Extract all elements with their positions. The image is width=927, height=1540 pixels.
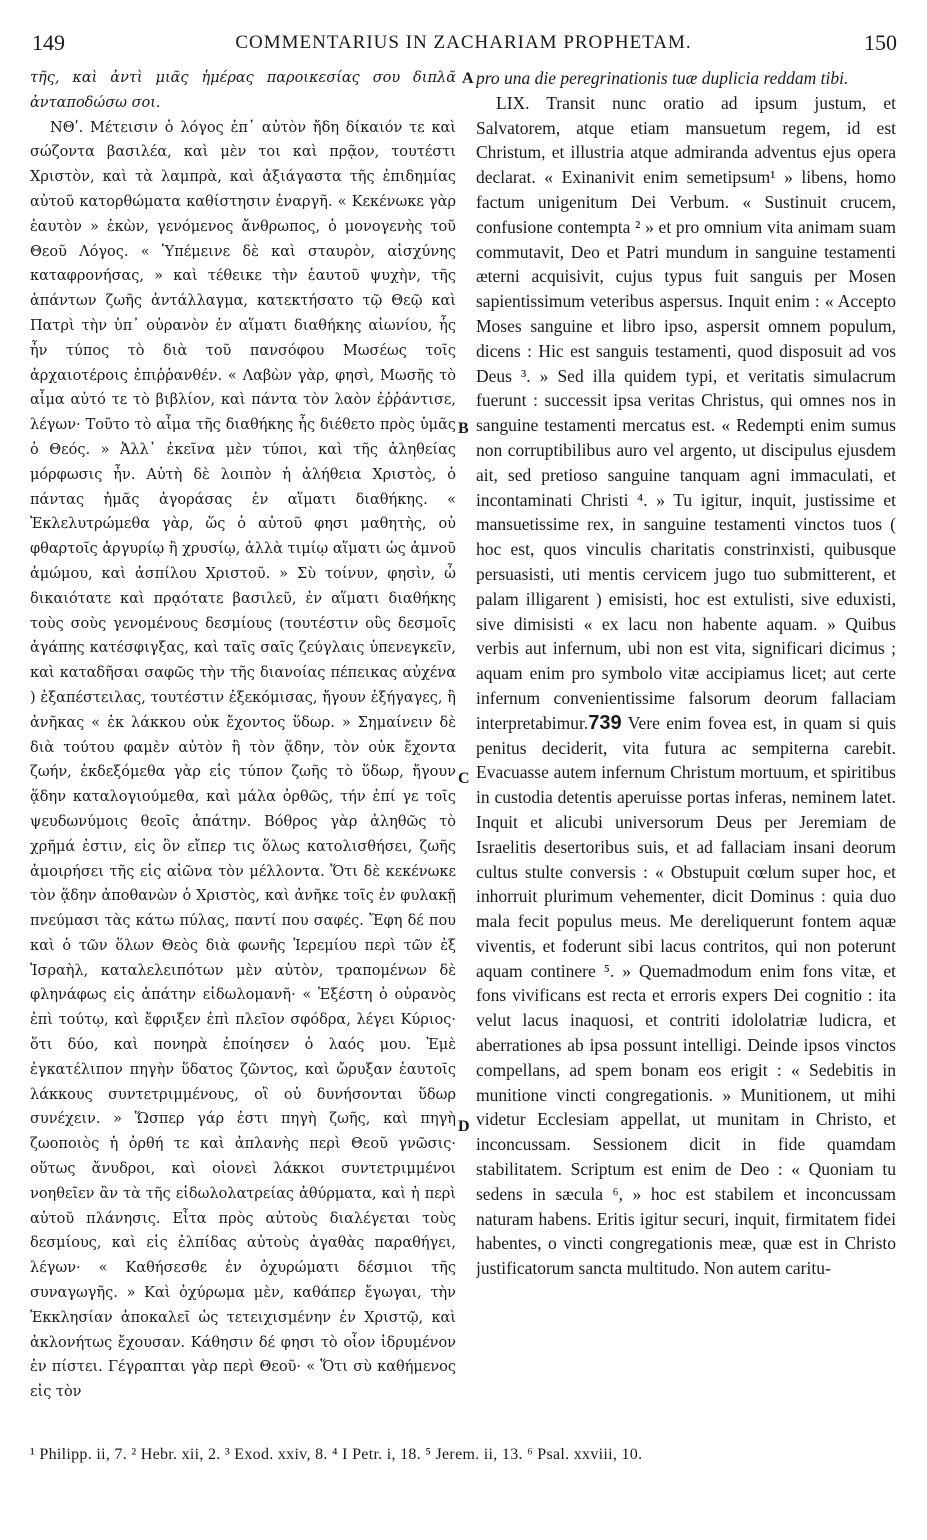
- margin-marker-c: C: [458, 770, 470, 787]
- left-page-number: 149: [32, 30, 65, 55]
- latin-column: [476, 66, 896, 1434]
- footnotes: ¹ Philipp. ii, 7. ² Hebr. xii, 2. ³ Exod. xxiv, 8. ⁴ I Petr. i, 18. ⁵ Jerem. ii, 13. ⁶ Psal. xxviii, 10.: [30, 1446, 643, 1463]
- margin-marker-b: B: [458, 420, 469, 437]
- margin-marker-d: D: [458, 1118, 470, 1135]
- right-page-number: 150: [864, 30, 897, 55]
- margin-marker-a: A: [462, 70, 474, 87]
- latin-text-part-2: Vere enim fovea est, in quam si quis penitus deciderit, vita futura ac sempiterna carebit. Evacuasse autem infernum Christum mortuum, et spiritibus in custodia detentis aperuisse portas inferas, neminem latet. Inquit et alicubi universorum Deus per Jeremiam de Israelitis desertoribus suis, et ad fallaciam insani deorum cultus stulte conversis : « Obstupuit cœlum super hoc, et inhorruit plurimum vehementer, dicit Dominus : quia duo mala fecit populus meus. Me dereliquerunt fontem aquæ viventis, et foderunt sibi lacus contritos, qui non poterunt aquam continere ⁵. » Quemadmodum enim fons vitæ, et fons vivificans est recta et erroris expers Dei cognitio : ita velut lacus inaquosi, et contriti idololatriæ ludicra, et aberrationes ab ipsa possunt intelligi. Deinde ipsos vinctos compellans, ad spem bonam eos erigit : « Sedebitis in munitione vincti congregationis. » Munitionem, ut mihi videtur Ecclesiam appellat, ut munitam in Christo, et inconcussam. Sessionem dicit in fide quamdam stabilitatem. Scriptum est enim de Deo : « Quoniam tu sedens in sæcula ⁶, » hoc est stabilem et inconcussam naturam habens. Eritis igitur securi, inquit, firmitatem fidei habentes, o vincti congregationis meæ, quæ est in Christo justificatorum sancta multitudo. Non autem caritu-: [476, 712, 896, 1279]
- latin-section-lix-paragraph: [476, 91, 896, 1281]
- greek-column: [30, 66, 456, 1434]
- greek-section-lix-paragraph: ΝΘʹ. Μέτεισιν ὁ λόγος ἐπ᾽ αὐτὸν ἤδη δίκαιόν τε καὶ σώζοντα βασιλέα, καὶ μὲν τοι καὶ πρᾷον, τουτέστι Χριστὸν, καὶ τὰ λαμπρὰ, καὶ ἀξιάγαστα τῆς ἐπιδημίας αὐτοῦ κατορθώματα καθίστησιν ἐναργῆ. « Κεκένωκε γὰρ ἑαυτὸν » ἑκὼν, γενόμενος ἄνθρωπος, ὁ μονογενὴς τοῦ Θεοῦ Λόγος. « Ὑπέμεινε δὲ καὶ σταυρὸν, αἰσχύνης καταφρονήσας, » καὶ τέθεικε τὴν ἑαυτοῦ ψυχὴν, τῆς ἁπάντων ζωῆς ἀντάλλαγμα, κατεκτήσατο τῷ Θεῷ καὶ Πατρὶ τὴν ὑπ᾽ οὐρανὸν ἐν αἵματι διαθήκης αἰωνίου, ἧς ἦν τύπος τὸ διὰ τοῦ πανσόφου Μωσέως τοῖς ἀρχαιοτέροις ἐπιῤῥανθέν. « Λαβὼν γὰρ, φησὶ, Μωσῆς τὸ αἷμα αὐτό τε τὸ βιβλίον, καὶ πάντα τὸν λαὸν ἐῤῥάντισε, λέγων· Τοῦτο τὸ αἷμα τῆς διαθήκης ἧς διέθετο πρὸς ὑμᾶς ὁ Θεός. » Ἀλλ᾽ ἐκεῖνα μὲν τύποι, καὶ τῆς ἀληθείας μόρφωσις ἦν. Αὐτὴ δὲ λοιπὸν ἡ ἀλήθεια Χριστὸς, ὁ πάντας ἡμᾶς ἀγοράσας ἐν αἵματι διαθήκης. « Ἐκλελυτρώμεθα γὰρ, ὥς ὁ αὐτοῦ φησι μαθητὴς, οὐ φθαρτοῖς ἀργυρίῳ ἢ χρυσίῳ, ἀλλὰ τιμίῳ αἵματι ὡς ἀμνοῦ ἀμώμου, καὶ ἀσπίλου Χριστοῦ. » Σὺ τοίνυν, φησὶν, ὦ δικαιότατε καὶ πρᾳότατε βασιλεῦ, ἐν αἵματι διαθήκης τοὺς σοὺς γενομένους δεσμίους (τουτέστιν οὓς δεσμοῖς ἀγάπης κατέσφιγξας, καὶ ταῖς σαῖς ζεύγλαις ὑπενεγκεῖν, καὶ καταδῆσαι σαφῶς τὴν τῆς διανοίας πέπεικας αὐχένα ) ἐξαπέστειλας, τουτέστιν ἐξεκόμισας, ἤγουν ἐξήγαγες, ἢ ἀνῆκας « ἐκ λάκκου οὐκ ἔχοντος ὕδωρ. » Σημαίνειν δὲ διὰ τούτου φαμὲν αὐτὸν ἢ τὸν ᾅδην, τὸν οὐκ ἔχοντα ζωήν, ἐκδεξόμεθα γὰρ εἰς τύπον ζωῆς τὸ ὕδωρ, ἤγουν ᾅδην καταλογιούμεθα, καὶ μάλα ὀρθῶς, τήν ἐπί γε τοῖς ψευδωνύμοις θεοῖς ἀπάτην. Βόθρος γὰρ ἀληθῶς τὸ χρῆμά ἐστιν, εἰς ὃν εἴπερ τις ὅλως κατολισθήσει, ζωῆς ἀμοιρήσει τῆς εἰς αἰῶνα τὸν μέλλοντα. Ὅτι δὲ κεκένωκε τὸν ᾅδην ἀποθανὼν ὁ Χριστὸς, καὶ ἀνῆκε τοῖς ἐν φυλακῇ πνεύμασι τὰς κάτω πύλας, παντί που σαφές. Ἔφη δέ που καὶ ὁ τῶν ὅλων Θεὸς διὰ φωνῆς Ἱερεμίου περὶ τῶν ἐξ Ἰσραὴλ, καταλελειπότων μὲν αὐτὸν, τραπομένων δὲ φληνάφως εἰς ἀπάτην εἰδωλομανῆ· « Ἐξέστη ὁ οὐρανὸς ἐπὶ τούτῳ, καὶ ἔφριξεν ἐπὶ πλεῖον σφόδρα, λέγει Κύριος· ὅτι δύο, καὶ πονηρὰ ἐποίησεν ὁ λαός μου. Ἐμὲ ἐγκατέλιπον πηγὴν ὕδατος ζῶντος, καὶ ὤρυξαν ἑαυτοῖς λάκκους συντετριμμένους, οἳ οὐ δυνήσονται ὕδωρ συνέχειν. » Ὥσπερ γάρ ἐστι πηγὴ ζωῆς, καὶ πηγὴ ζωοποιὸς ἡ ὀρθή τε καὶ ἀπλανὴς περὶ Θεοῦ γνῶσις· οὕτως ἄνυδροι, καὶ οἱονεὶ λάκκοι συντετριμμένοι νοηθεῖεν ἂν τὰ τῆς εἰδωλολατρείας ἀθύρματα, καὶ ἡ περὶ αὐτοῦ πλάνησις. Εἶτα πρὸς αὐτοὺς διαλέγεται τοὺς δεσμίους, καὶ εἰς ἐλπίδας αὐτοὺς ἀγαθὰς παραθήγει, λέγων· « Καθήσεσθε ἐν ὀχυρώματι δέσμιοι τῆς συναγωγῆς. » Καὶ ὀχύρωμα μὲν, καθάπερ ἔγωγαι, τὴν Ἐκκλησίαν ἀποκαλεῖ ὡς τετειχισμένην ἐν Χριστῷ, καὶ ἀκλονήτως ἔχουσαν. Κάθησιν δέ φησι τὸ οἷον ἱδρυμένον ἐν πίστει. Γέγραπται γὰρ περὶ Θεοῦ· « Ὅτι σὺ καθήμενος εἰς τὸν: [30, 119, 456, 1401]
- page-header: [0, 30, 927, 60]
- column-number: 739: [588, 711, 622, 734]
- greek-continuation-paragraph: τῆς, καὶ ἀντὶ μιᾶς ἡμέρας παροικεσίας σου διπλᾶ ἀνταποδώσω σοι.: [30, 70, 456, 111]
- latin-text-part-1: LIX. Transit nunc oratio ad ipsum justum, et Salvatorem, atque etiam mansuetum regem, id est Christum, et illustria atque admiranda adventus ejus opera declarat. « Exinanivit enim semetipsum¹ » libens, homo factum unigenitum Dei Verbum. « Sustinuit crucem, confusione contempta ² » et pro omnium vita animam suam commutavit, Deo et Patri mundum in sanguine testamenti æterni acquisivit, cujus typus fuit sanguis per Mosen sapientissimum veteribus aspersus. Inquit enim : « Accepto Moses sanguine et libro ipso, aspersit omnem populum, dicens : Hic est sanguis testamenti, quod disposuit ad vos Deus ³. » Sed illa quidem typi, et veritatis simulacrum fuerunt : successit ipsa veritas Christus, qui omnes nos in sanguine testamenti mercatus est. « Redempti enim sumus non corruptibilibus auro vel argento, ut discipulus ejusdem ait, sed pretioso sanguine tanquam agni immaculati, et incontaminati Christi ⁴. » Tu igitur, inquit, justissime et mansuetissime rex, in sanguine testamenti vinctos tuos ( hoc est, quos vinculis charitatis constrinxisti, quibusque persuasisti, uti mentis cervicem jugo tuo submitterent, et palam illigarent ) emisisti, hoc est extulisti, sive eduxisti, sive dimisisti « ex lacu non habente aquam. » Quibus verbis aut infernum, ubi non est vita, significari dicimus ; aquam enim pro symbolo vitæ accipiamus licet; aut certe infernum convenientissime falsorum deorum fallaciam interpretabimur.: [476, 92, 896, 733]
- running-title: COMMENTARIUS IN ZACHARIAM PROPHETAM.: [235, 32, 692, 53]
- latin-continuation-paragraph: pro una die peregrinationis tuæ duplicia reddam tibi.: [476, 68, 849, 88]
